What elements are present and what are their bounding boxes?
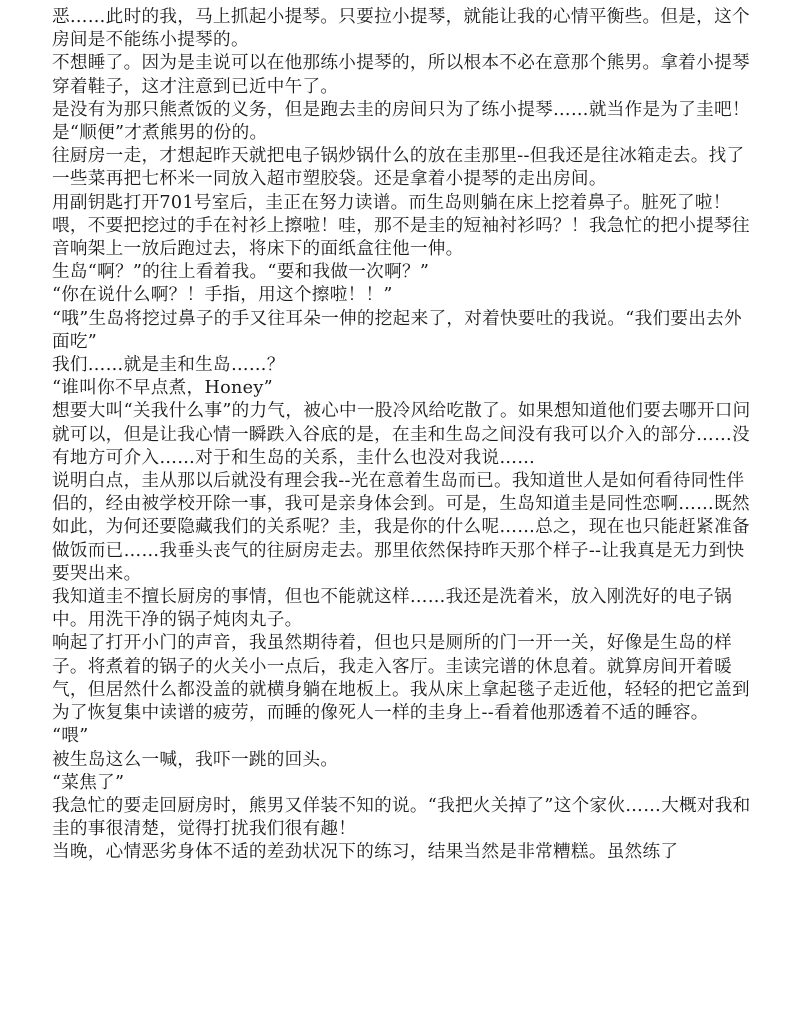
paragraph: “哦”生岛将挖过鼻子的手又往耳朵一伸的挖起来了，对着快要吐的我说。“我们要出去外面吃” [52, 308, 742, 352]
paragraph: 生岛“啊？”的往上看着我。“要和我做一次啊？” [52, 262, 430, 283]
paragraph: 被生岛这么一喊，我吓一跳的回头。 [52, 749, 339, 770]
paragraph: 说明白点，圭从那以后就没有理会我--光在意着生岛而已。我知道世人是如何看待同性伴侣的，经由被学校开除一事，我可是亲身体会到。可是，生岛知道圭是同性恋啊……既然如此，为何还要隐藏我们的关系呢？圭，我是你的什么呢……总之，现在也只能赶紧准备做饭而已……我垂头丧气的往厨房走去。那里依然保持昨天那个样子--让我真是无力到快要哭出来。 [52, 471, 750, 584]
paragraph: “喂” [52, 726, 89, 747]
paragraph: “你在说什么啊？！手指，用这个擦啦！！” [52, 285, 393, 306]
paragraph: 用副钥匙打开701号室后，圭正在努力读谱。而生岛则躺在床上挖着鼻子。脏死了啦！喂，不要把挖过的手在衬衫上擦啦！哇，那不是圭的短袖衬衫吗？！我急忙的把小提琴往音响架上一放后跑过去，将床下的面纸盒往他一伸。 [52, 192, 750, 260]
paragraph: 我们……就是圭和生岛……？ [52, 355, 285, 376]
paragraph: “谁叫你不早点煮，Honey” [52, 378, 273, 399]
document-page [52, 6, 752, 865]
paragraph: 恶……此时的我，马上抓起小提琴。只要拉小提琴，就能让我的心情平衡些。但是，这个房间是不能练小提琴的。 [52, 7, 750, 51]
paragraph: 不想睡了。因为是圭说可以在他那练小提琴的，所以根本不必在意那个熊男。拿着小提琴穿着鞋子，这才注意到已近中午了。 [52, 53, 750, 97]
paragraph: 是没有为那只熊煮饭的义务，但是跑去圭的房间只为了练小提琴……就当作是为了圭吧！是“顺便”才煮熊男的份的。 [52, 99, 750, 144]
paragraph: “菜焦了” [52, 772, 125, 793]
paragraph: 想要大叫“关我什么事”的力气，被心中一股冷风给吃散了。如果想知道他们要去哪开口问就可以，但是让我心情一瞬跌入谷底的是，在圭和生岛之间没有我可以介入的部分……没有地方可介入……对于和生岛的关系，圭什么也没对我说…… [52, 401, 751, 468]
paragraph: 当晚，心情恶劣身体不适的差劲状况下的练习，结果当然是非常糟糕。虽然练了 [52, 842, 679, 863]
paragraph: 我知道圭不擅长厨房的事情，但也不能就这样……我还是洗着米，放入刚洗好的电子锅中。用洗干净的锅子炖肉丸子。 [52, 587, 732, 631]
paragraph: 响起了打开小门的声音，我虽然期待着，但也只是厕所的门一开一关，好像是生岛的样子。将煮着的锅子的火关小一点后，我走入客厅。圭读完谱的休息着。就算房间开着暖气，但居然什么都没盖的就横身躺在地板上。我从床上拿起毯子走近他，轻轻的把它盖到为了恢复集中读谱的疲劳，而睡的像死人一样的圭身上--看着他那透着不适的睡容。 [52, 633, 750, 724]
paragraph: 我急忙的要走回厨房时，熊男又佯装不知的说。“我把火关掉了”这个家伙……大概对我和圭的事很清楚，觉得打扰我们很有趣！ [52, 795, 751, 840]
paragraph: 往厨房一走，才想起昨天就把电子锅炒锅什么的放在圭那里--但我还是往冰箱走去。找了一些菜再把七杯米一同放入超市塑胶袋。还是拿着小提琴的走出房间。 [52, 146, 745, 190]
